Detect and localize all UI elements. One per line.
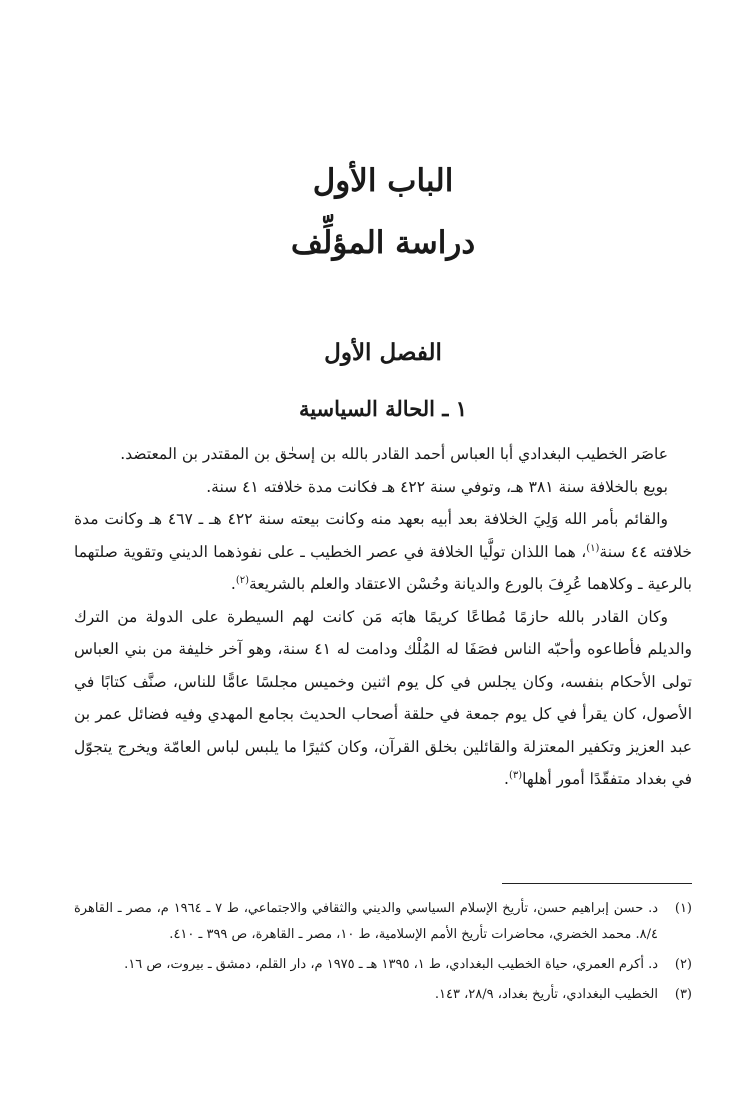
part-heading: [74, 150, 692, 274]
footnote-number: (٢): [674, 957, 692, 972]
section-title: ١ ـ الحالة السياسية: [298, 396, 468, 421]
footnote-text: الخطيب البغدادي، تأريخ بغداد، ٢٨/٩، ١٤٣.: [434, 987, 658, 1002]
footnote-1: [74, 896, 692, 948]
footnote-text: د. حسن إبراهيم حسن، تأريخ الإسلام السياسي والديني والثقافي والاجتماعي، ط ٧ ـ ١٩٦٤ م، مصر ـ القاهرة ٨/٤. محمد الخضري، محاضرات تأريخ الأمم الإسلامية، ط ١٠، مصر ـ القاهرة، ص ٣٩٩ ـ ٤١٠.: [74, 901, 658, 942]
paragraph-2: بويع بالخلافة سنة ٣٨١ هـ، وتوفي سنة ٤٢٢ هـ فكانت مدة خلافته ٤١ سنة.: [206, 477, 668, 496]
part-title: الباب الأول: [312, 163, 454, 199]
footnote-number: (٣): [674, 987, 692, 1002]
footnote-3: [74, 982, 692, 1008]
footnote-ref-3[interactable]: (٣): [508, 769, 523, 781]
paragraph-1: عاصَر الخطيب البغدادي أبا العباس أحمد القادر بالله بن إسحٰق بن المقتدر بن المعتضد.: [120, 445, 668, 463]
footnote-separator: [502, 883, 692, 884]
part-subtitle: دراسة المؤلِّف: [290, 225, 476, 261]
footnote-ref-2[interactable]: (٢): [235, 574, 249, 586]
footnote-text: د. أكرم العمري، حياة الخطيب البغدادي، ط ١، ١٣٩٥ هـ ـ ١٩٧٥ م، دار القلم، دمشق ـ بيروت، ص ١٦.: [124, 957, 658, 972]
chapter-title: الفصل الأول: [324, 339, 442, 366]
book-page: [74, 0, 692, 1101]
paragraph-4: وكان القادر بالله حازمًا مُطاعًا كريمًا هابَه مَن كانت لهم السيطرة على الدولة من الترك والديلم فأطاعوه وأحبّه الناس فصَفَا له المُلْك ودامت له ٤١ سنة، وهو آخر خليفة من بني العباس تولى الأحكام بنفسه، وكان يجلس في كل يوم اثنين وخميس مجلسًا عامًّا للناس، صنَّف كتابًا في الأصول، كان يقرأ في كل يوم جمعة في حلقة أصحاب الحديث بجامع المهدي وفيه فضائل عمر بن عبد العزيز وتكفير المعتزلة والقائلين بخلق القرآن، وكان كثيرًا ما يلبس لباس العامّة ويخرج يتجوّل في بغداد متفقّدًا أمور أهلها$^{(٣)}$.: [74, 607, 693, 788]
footnote-ref-1[interactable]: (١): [586, 542, 600, 554]
footnote-number: (١): [674, 901, 692, 916]
footnotes: [74, 896, 692, 1012]
footnote-2: [74, 952, 692, 978]
body-text: [74, 438, 692, 796]
paragraph-3: والقائم بأمر الله وَلِيَ الخلافة بعد أبيه بعهد منه وكانت بيعته سنة ٤٢٢ هـ ـ ٤٦٧ هـ وكانت مدة خلافته ٤٤ سنة$^{(١)}$، هما اللذان تولَّيا الخلافة في عصر الخطيب ـ على نفوذهما الديني وتقوية صلتهما بالرعية ـ وكلاهما عُرِفَ بالورع والديانة وحُسْن الاعتقاد والعلم بالشريعة$^{(٢)}$.: [74, 510, 693, 593]
